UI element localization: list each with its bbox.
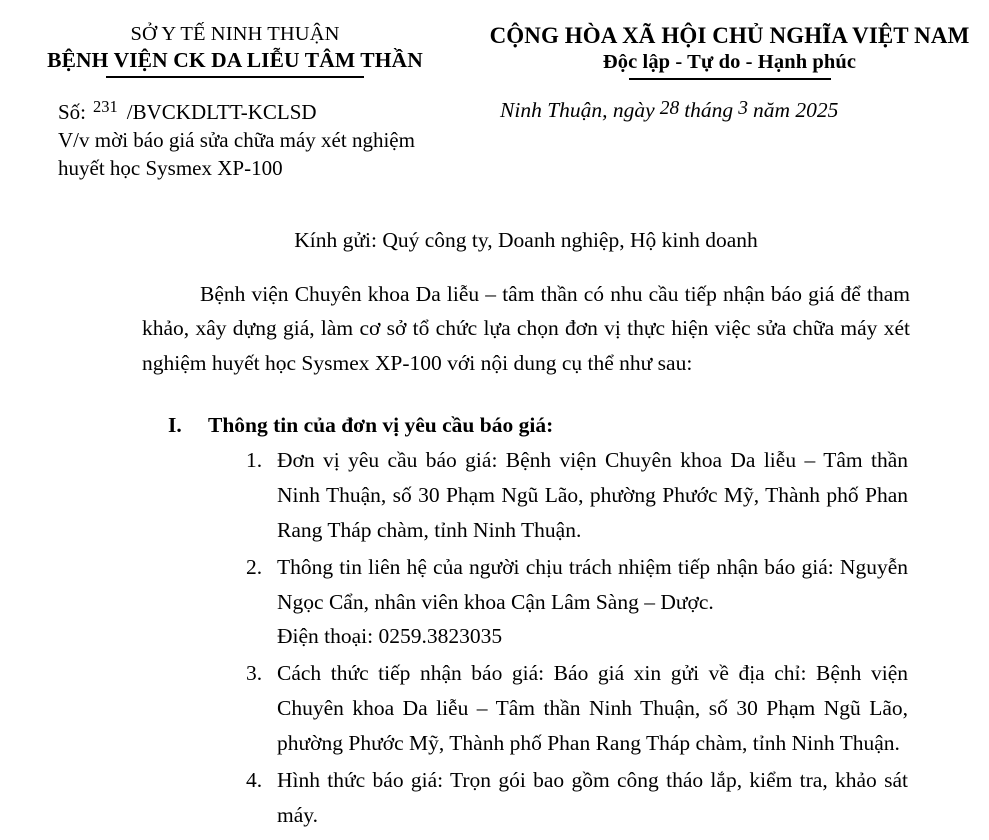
national-heading-block — [470, 22, 989, 80]
list-item-text: Cách thức tiếp nhận báo giá: Báo giá xin gửi về địa chỉ: Bệnh viện Chuyên khoa Da liễu – Tâm thần Ninh Thuận, số 30 Phạm Ngũ Lão, phường Phước Mỹ, Thành phố Phan Rang Tháp chàm, tỉnh Ninh Thuận. — [277, 661, 908, 755]
document-number-block — [0, 96, 470, 182]
document-number-prefix: Số: — [58, 100, 87, 125]
organization-name: BỆNH VIỆN CK DA LIỄU TÂM THẦN — [47, 48, 423, 72]
date-month: 3 — [738, 98, 748, 120]
date-day: 28 — [659, 98, 680, 120]
document-meta-row — [0, 96, 989, 182]
list-item-text — [277, 550, 910, 654]
letterhead — [0, 0, 989, 80]
list-item-marker: 1. — [246, 448, 263, 473]
date-month-label: tháng — [684, 98, 734, 123]
document-number-value: 231 — [93, 97, 118, 117]
issuing-organization-block — [0, 22, 470, 78]
section-title: Thông tin của đơn vị yêu cầu báo giá: — [208, 413, 554, 438]
section-numeral: I. — [168, 413, 182, 438]
section-heading — [142, 409, 910, 441]
date-place: Ninh Thuận, ngày — [500, 98, 655, 123]
section-i — [142, 409, 910, 832]
recipient-line: Kính gửi: Quý công ty, Doanh nghiệp, Hộ kinh doanh — [294, 227, 758, 252]
section-i-list — [142, 443, 910, 832]
motto-underline — [629, 78, 831, 80]
list-item — [142, 656, 910, 760]
document-subject: V/v mời báo giá sửa chữa máy xét nghiệm huyết học Sysmex XP-100 — [58, 127, 415, 180]
date-block — [470, 96, 989, 125]
list-item — [142, 763, 910, 833]
list-item-text: Hình thức báo giá: Trọn gói bao gồm công tháo lắp, kiểm tra, khảo sát máy. — [277, 767, 908, 827]
list-item-marker: 3. — [246, 661, 263, 686]
list-item-main-text: Thông tin liên hệ của người chịu trách nhiệm tiếp nhận báo giá: Nguyễn Ngọc Cẩn, nhân viên khoa Cận Lâm Sàng – Dược. — [277, 554, 908, 614]
document-number-line — [58, 96, 470, 126]
document-number-suffix: /BVCKDLTT-KCLSD — [126, 100, 317, 125]
list-item — [142, 550, 910, 654]
document-body — [0, 227, 989, 833]
document-date-line — [500, 96, 989, 125]
organization-underline — [106, 76, 364, 78]
list-item-marker: 2. — [246, 554, 263, 579]
contact-phone-line: Điện thoại: 0259.3823035 — [277, 624, 503, 649]
intro-paragraph: Bệnh viện Chuyên khoa Da liễu – tâm thần có nhu cầu tiếp nhận báo giá để tham khảo, xây dựng giá, làm cơ sở tổ chức lựa chọn đơn vị thực hiện việc sửa chữa máy xét nghiệm huyết học Sysmex XP-100 với nội dung cụ thể như sau: — [142, 281, 910, 376]
list-item-text: Đơn vị yêu cầu báo giá: Bệnh viện Chuyên khoa Da liễu – Tâm thần Ninh Thuận, số 30 Phạm Ngũ Lão, phường Phước Mỹ, Thành phố Phan Rang Tháp chàm, tỉnh Ninh Thuận. — [277, 448, 908, 542]
parent-organization-name: SỞ Y TẾ NINH THUẬN — [130, 23, 340, 45]
list-item — [142, 443, 910, 547]
national-motto: Độc lập - Tự do - Hạnh phúc — [602, 51, 857, 74]
date-year: năm 2025 — [752, 98, 839, 123]
list-item-marker: 4. — [246, 767, 263, 792]
national-title: CỘNG HÒA XÃ HỘI CHỦ NGHĨA VIỆT NAM — [489, 23, 970, 48]
